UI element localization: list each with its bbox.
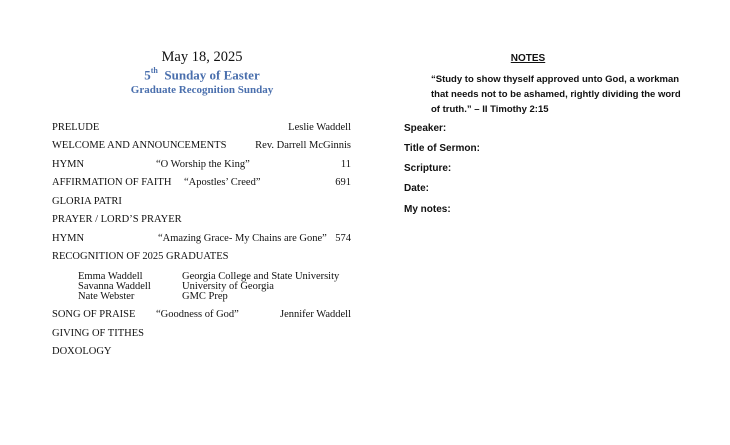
program-detail: “Goodness of God” [156, 309, 239, 320]
program-label: PRELUDE [52, 122, 100, 133]
scripture-quote: “Study to show thyself approved unto God, a workman that needs not to be ashamed, rightly dividing the word of truth.” – II Timothy 2:15 [431, 74, 681, 115]
speaker-label: Speaker: [404, 123, 447, 134]
program-right: Jennifer Waddell [280, 309, 351, 320]
sermon-title-label: Title of Sermon: [404, 143, 480, 154]
program-right: 574 [335, 233, 351, 244]
program-label: WELCOME AND ANNOUNCEMENTS [52, 140, 227, 151]
program-row-gloria-patri [52, 196, 351, 211]
graduate-name: Nate Webster [78, 291, 135, 302]
program-row-song-of-praise [52, 309, 351, 324]
program-label: HYMN [52, 159, 85, 170]
program-right: Rev. Darrell McGinnis [255, 140, 351, 151]
date-label: Date: [404, 183, 430, 194]
notes-title: NOTES [510, 53, 546, 64]
graduate-school: GMC Prep [182, 291, 228, 302]
graduate-names [78, 272, 151, 302]
graduate-name: Emma Waddell [78, 271, 143, 282]
program-label: HYMN [52, 233, 85, 244]
program-row-prayer [52, 214, 351, 229]
program-row-giving [52, 328, 351, 343]
program-detail: “O Worship the King” [156, 159, 250, 170]
program-detail: “Apostles’ Creed” [184, 177, 261, 188]
occasion-number: 5 [144, 67, 151, 83]
service-date: May 18, 2025 [161, 49, 243, 65]
program-label: RECOGNITION OF 2025 GRADUATES [52, 251, 229, 262]
program-right: 11 [340, 159, 351, 170]
program-label: GIVING OF TITHES [52, 328, 144, 339]
program-label: AFFIRMATION OF FAITH [52, 177, 172, 188]
service-subtitle: Graduate Recognition Sunday [130, 84, 274, 96]
program-row-doxology [52, 346, 351, 361]
program-row-hymn-2 [52, 233, 351, 248]
program-right: 691 [335, 177, 351, 188]
occasion-title [0, 67, 404, 83]
occasion-ordinal: th [150, 66, 158, 75]
program-row-hymn-1 [52, 159, 351, 174]
program-row-affirmation [52, 177, 351, 192]
graduate-schools [182, 272, 339, 302]
program-label: PRAYER / LORD’S PRAYER [52, 214, 182, 225]
program-right: Leslie Waddell [288, 122, 351, 133]
program-label: GLORIA PATRI [52, 196, 122, 207]
graduate-name: Savanna Waddell [78, 281, 151, 292]
occasion-text: Sunday of Easter [164, 67, 260, 83]
program-row-prelude [52, 122, 351, 137]
graduate-school: University of Georgia [182, 281, 274, 292]
program-detail: “Amazing Grace- My Chains are Gone” [158, 233, 327, 244]
graduate-school: Georgia College and State University [182, 271, 340, 282]
program-row-recognition [52, 251, 351, 266]
my-notes-label: My notes: [404, 204, 451, 215]
scripture-label: Scripture: [404, 163, 452, 174]
program-row-welcome [52, 140, 351, 155]
program-label: SONG OF PRAISE [52, 309, 136, 320]
program-label: DOXOLOGY [52, 346, 112, 357]
